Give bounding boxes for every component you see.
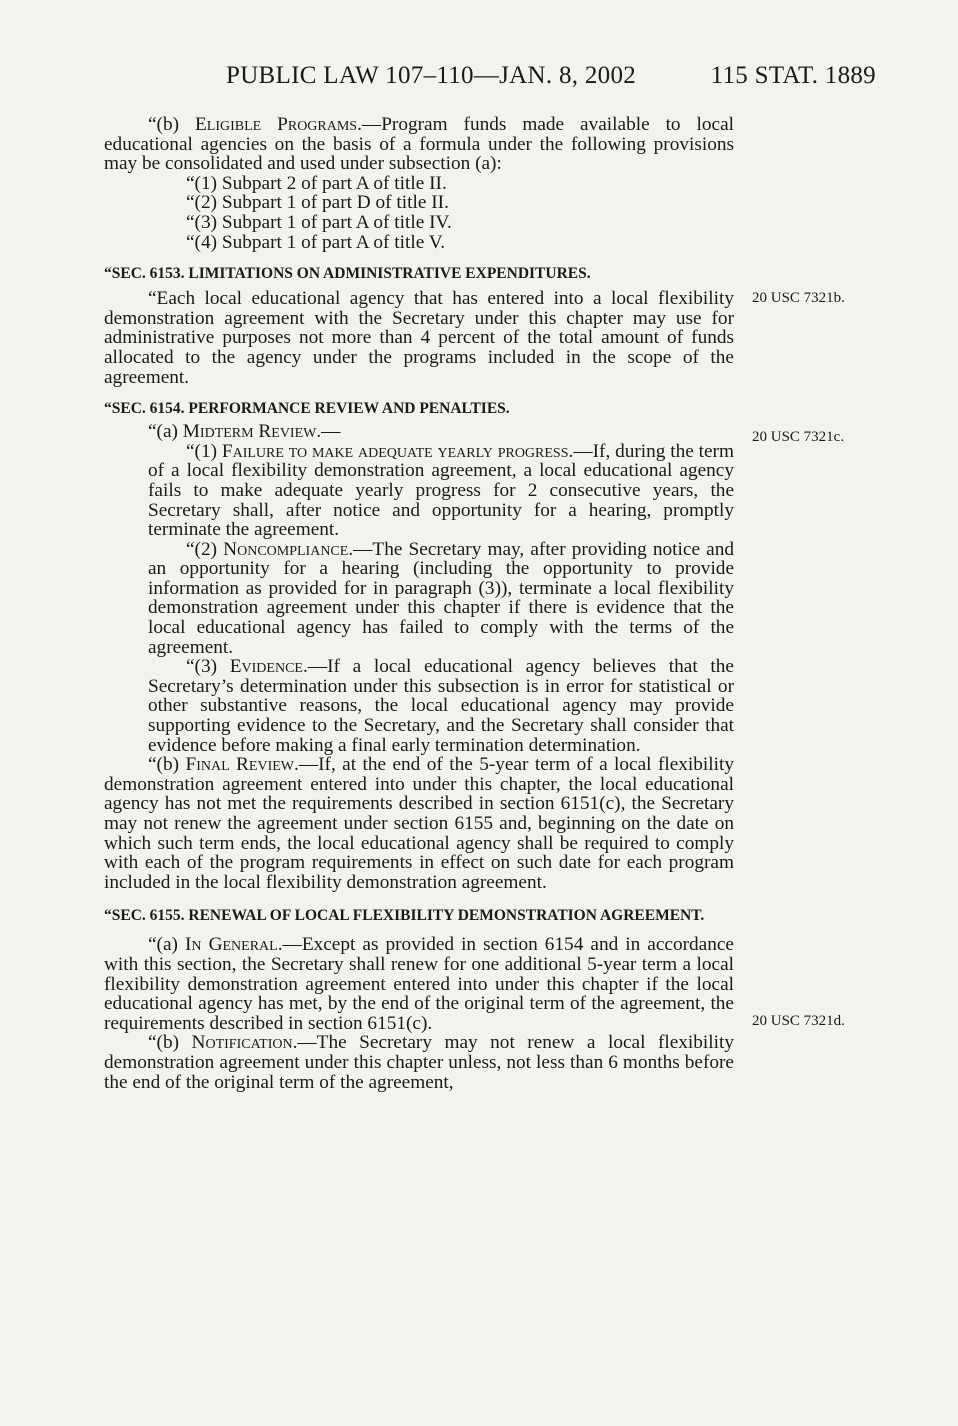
margin-note-usc: 20 USC 7321b. [752,290,845,306]
list-item: “(3) Subpart 1 of part A of title IV. [186,211,452,233]
section-6153-heading: “SEC. 6153. LIMITATIONS ON ADMINISTRATIVE EXPENDITURES. [104,265,591,283]
list-item: “(1) Subpart 2 of part A of title II. [186,172,447,194]
running-header [226,62,876,96]
in-general-paragraph: “(a) In General.—Except as provided in section 6154 and in accordance with this section, the Secretary shall renew for one additional 5-year term a local flexibility demonstration agreement entered into under this chapter if the local educational agency has met, by the end of the original term of the agreement, the requirements described in section 6151(c). [104,934,734,1034]
list-item: “(2) Subpart 1 of part D of title II. [186,192,449,214]
midterm-review-heading: “(a) Midterm Review.— [148,421,341,443]
list-item: “(4) Subpart 1 of part A of title V. [186,231,446,253]
final-review-paragraph: “(b) Final Review.—If, at the end of the 5-year term of a local flexibility demonstration agreement entered into under this chapter, the local educational agency has not met the requirements described in section 6151(c), the Secretary may not renew the agreement under section 6155 and, beginning on the date on which such term ends, the local educational agency shall be required to comply with each of the program requirements in effect on such date for each program included in the local flexibility demonstration agreement. [104,754,734,893]
paragraph-2-noncompliance: “(2) Noncompliance.—The Secretary may, after providing notice and an opportunity for a hearing (including the opportunity to provide information as provided for in paragraph (3)), terminate a local flexibility demonstration agreement under this chapter if there is evidence that the local educational agency has failed to comply with the terms of the agreement. [148,538,734,658]
section-6153-text: “Each local educational agency that has entered into a local flexibility demonstration agreement with the Secretary under this chapter may use for administrative purposes not more than 4 percent of the total amount of funds allocated to the agency under the programs included in the scope of the agreement. [104,288,734,388]
header-title: PUBLIC LAW 107–110—JAN. 8, 2002 [226,62,637,89]
notification-paragraph: “(b) Notification.—The Secretary may not renew a local flexibility demonstration agreement under this chapter unless, not less than 6 months before the end of the original term of the agreement, [104,1032,734,1093]
paragraph-1-failure: “(1) Failure to make adequate yearly progress.—If, during the term of a local flexibility demonstration agreement, a local educational agency fails to make adequate yearly progress for 2 consecutive years, the Secretary shall, after notice and opportunity for a hearing, promptly terminate the agreement. [148,440,734,541]
margin-note-usc: 20 USC 7321c. [752,429,845,445]
body-text [104,115,734,1092]
header-stat-page: 115 STAT. 1889 [710,62,876,89]
paragraph-3-evidence: “(3) Evidence.—If a local educational agency believes that the Secretary’s determination under this subsection is in error for statistical or other substantive reasons, the local educational agency may provide supporting evidence to the Secretary, and the Secretary shall consider that evidence before making a final early termination determination. [148,656,734,756]
eligible-programs-paragraph: “(b) Eligible Programs.—Program funds made available to local educational agencies on the basis of a formula under the following provisions may be consolidated and used under subsection (a): [104,114,734,175]
eligible-programs-heading: Eligible Programs [194,114,358,135]
section-6154-heading: “SEC. 6154. PERFORMANCE REVIEW AND PENALTIES. [104,400,510,418]
margin-note-usc: 20 USC 7321d. [752,1013,845,1029]
section-6155-heading: “SEC. 6155. RENEWAL OF LOCAL FLEXIBILITY DEMONSTRATION AGREEMENT. [104,907,705,925]
